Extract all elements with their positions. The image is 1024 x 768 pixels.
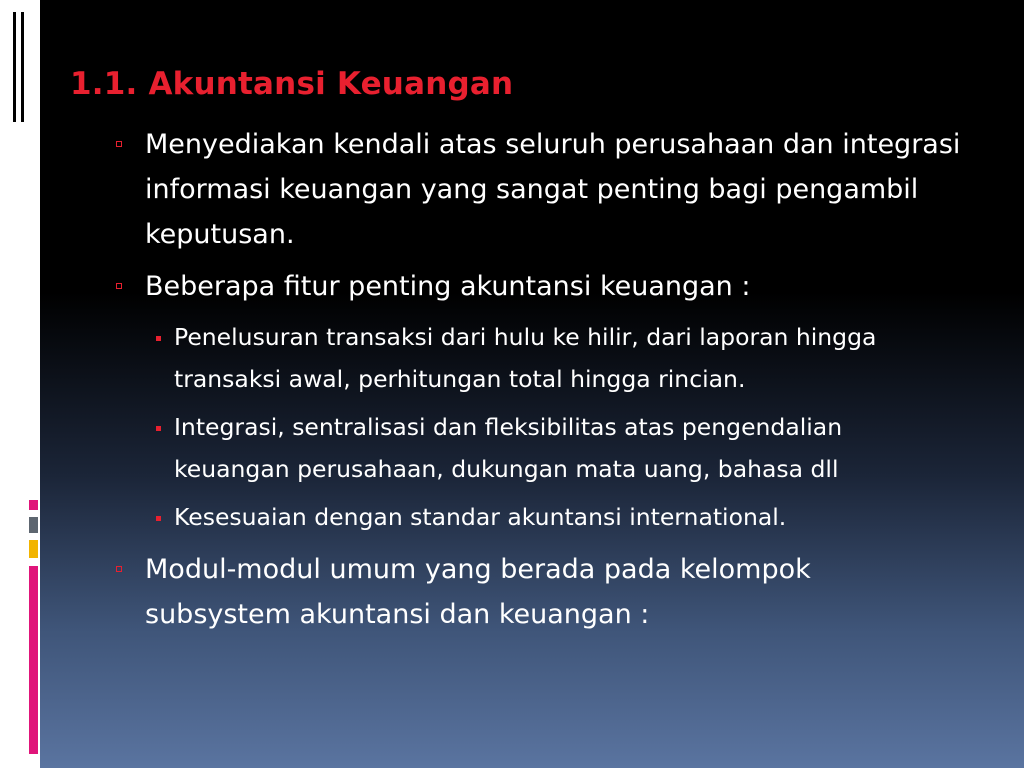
bullet-text-1: Menyediakan kendali atas seluruh perusahaan dan integrasi informasi keuangan yang sangat penting bagi pengambil keputusan. xyxy=(145,129,961,250)
slide-title: 1.1. Akuntansi Keuangan xyxy=(70,66,514,102)
bullet-marker xyxy=(116,283,122,289)
sub-bullet-text-2: Integrasi, sentralisasi dan fleksibilitas atas pengendalian keuangan perusahaan, dukungan mata uang, bahasa dll xyxy=(174,413,843,483)
deco-bar-gray xyxy=(29,517,38,533)
bullet-marker xyxy=(116,566,122,572)
sub-bullet-text-1: Penelusuran transaksi dari hulu ke hilir, dari laporan hingga transaksi awal, perhitungan total hingga rincian. xyxy=(174,323,877,393)
top-line-decoration-1 xyxy=(0,12,8,122)
sub-bullet-marker xyxy=(156,516,161,521)
sub-bullet-marker xyxy=(156,426,161,431)
sub-bullet-text-3: Kesesuaian dengan standar akuntansi international. xyxy=(174,503,787,531)
deco-bar-yellow xyxy=(29,540,38,558)
bullet-text-3: Modul-modul umum yang berada pada kelompok subsystem akuntansi dan keuangan : xyxy=(145,554,811,630)
top-line-decoration-3 xyxy=(21,12,24,122)
top-line-decoration-2 xyxy=(13,12,16,122)
deco-bar-pink-long xyxy=(29,566,38,754)
bullet-marker xyxy=(116,141,122,147)
deco-bar-pink-short xyxy=(29,500,38,510)
sub-bullet-marker xyxy=(156,336,161,341)
bullet-text-2: Beberapa fitur penting akuntansi keuangan : xyxy=(145,271,751,302)
